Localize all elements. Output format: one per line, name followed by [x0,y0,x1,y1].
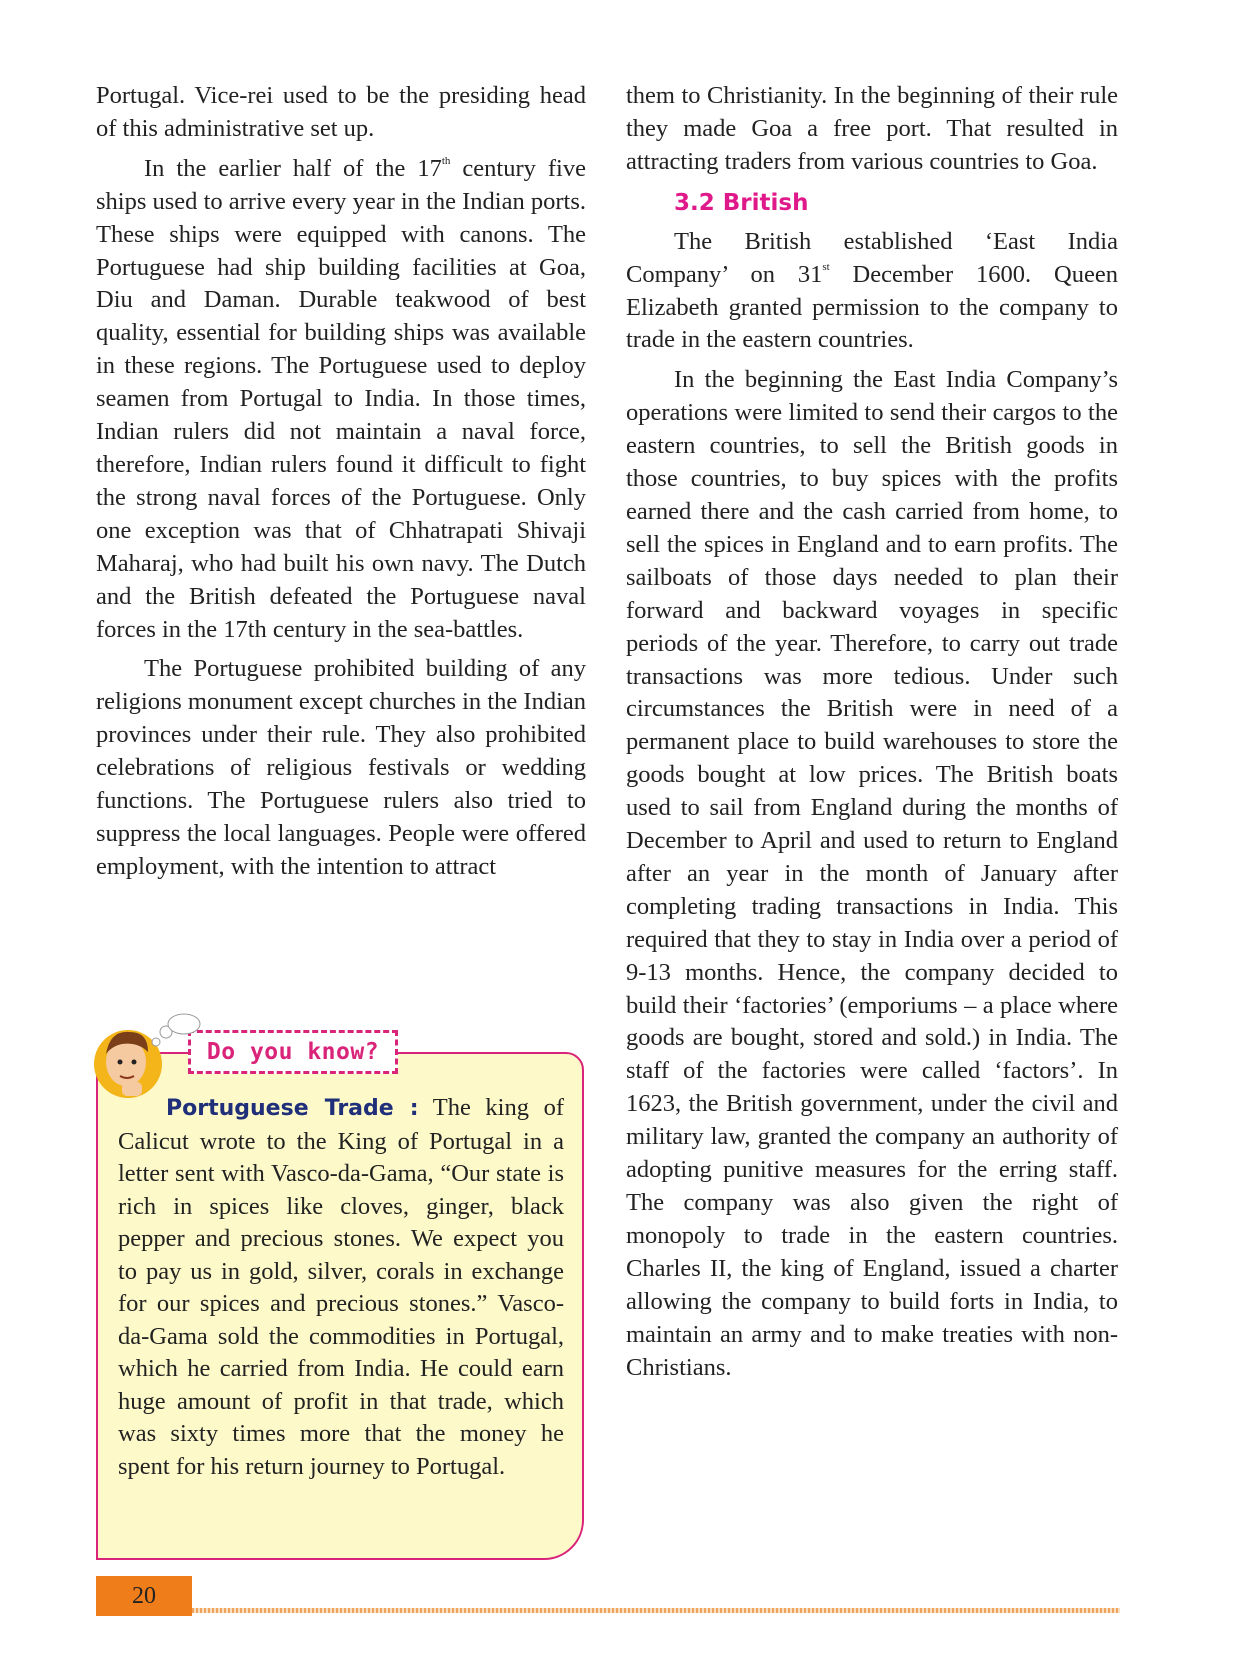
thinking-boy-icon [94,1012,204,1102]
paragraph-text: The British established ‘East India Company’ on 31 [626,227,1118,288]
paragraph-text: December 1600. Queen Elizabeth granted permission to the company to trade in the eastern countries. [626,260,1118,354]
paragraph: them to Christianity. In the beginning of their rule they made Goa a free port. That resulted in attracting traders from various countries to Goa. [626,82,1118,175]
paragraph: Portugal. Vice-rei used to be the presiding head of this administrative set up. [96,82,586,142]
paragraph-text: century five ships used to arrive every year in the Indian ports. These ships were equipped with canons. The Portuguese had ship building facilities at Goa, Diu and Daman. Durable teakwood of best quality, essential for building ships was available in these regions. The Portuguese used to deploy seamen from Portugal to India. In those times, Indian rulers did not maintain a naval force, therefore, Indian rulers found it difficult to fight the strong naval forces of the Portuguese. Only one exception was that of Chhatrapati Shivaji Maharaj, who had built his own navy. The Dutch and the British defeated the Portuguese naval forces in the 17th century in the sea-battles. [96,154,586,643]
paragraph: The Portuguese prohibited building of any religions monument except churches in the Indian provinces under their rule. They also prohibited celebrations of religious festivals or wedding functions. The Portuguese rulers also tried to suppress the local languages. People were offered employment, with the intention to attract [96,655,586,880]
do-you-know-box [96,1052,584,1560]
do-you-know-keyword: Portuguese Trade : [166,1096,419,1121]
paragraph [626,226,1118,358]
right-column [626,80,1118,1391]
do-you-know-content [118,1092,564,1483]
left-column [96,80,586,891]
footer-rule [192,1608,1120,1613]
do-you-know-label: Do you know? [188,1030,398,1074]
page-number: 20 [96,1576,192,1616]
superscript: th [441,154,451,167]
section-heading: 3.2 British [674,189,809,216]
paragraph [96,153,586,647]
paragraph-text: In the earlier half of the 17 [144,154,442,182]
paragraph: In the beginning the East India Company’s operations were limited to send their cargos to the eastern countries, to sell the British goods in those countries, to buy spices with the profits earned there and the cash carried from home, to sell the spices in England and to earn profits. The sailboats of those days needed to plan their forward and backward voyages in specific periods of the year. Therefore, to carry out trade transactions was more tedious. Under such circumstances the British were in need of a permanent place to build warehouses to store the goods bought at low prices. The British boats used to sail from England during the months of December to April and used to return to England after an year in the month of January after completing trading transactions in India. This required that they to stay in India over a period of 9-13 months. Hence, the company decided to build their ‘factories’ (emporiums – a place where goods are bought, stored and sold.) in India. The staff of the factories were called ‘factors’. In 1623, the British government, under the civil and military law, granted the company an authority of adopting punitive measures for the erring staff. The company was also given the right of monopoly to trade in the eastern countries. Charles II, the king of England, issued a charter allowing the company to build forts in India, to maintain an army and to make treaties with non-Christians. [626,366,1118,1381]
do-you-know-text: The king of Calicut wrote to the King of Portugal in a letter sent with Vasco-da-Gama, “Our state is rich in spices like cloves, ginger, black pepper and precious stones. We expect you to pay us in gold, silver, corals in exchange for our spices and precious stones.” Vasco-da-Gama sold the commodities in Portugal, which he carried from India. He could earn huge amount of profit in that trade, which was sixty times more that the money he spent for his return journey to Portugal. [118,1094,564,1480]
do-you-know-paragraph [118,1092,564,1483]
superscript: st [822,260,830,273]
